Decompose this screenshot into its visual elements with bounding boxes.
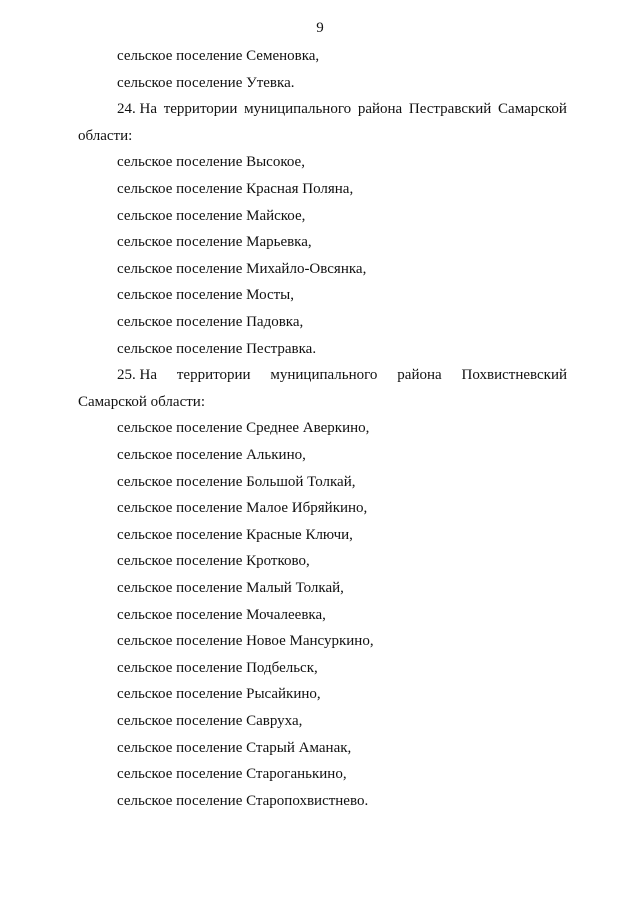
heading-word: муниципального [244, 101, 352, 117]
settlement-line: сельское поселение Малое Ибряйкино, [117, 500, 368, 516]
heading-word: района [357, 101, 403, 117]
settlement-line: сельское поселение Новое Мансуркино, [117, 633, 374, 649]
item-heading-line [117, 100, 567, 118]
settlement-line: сельское поселение Падовка, [117, 314, 304, 330]
settlement-line: сельское поселение Марьевка, [117, 234, 312, 250]
item-heading-line [117, 366, 567, 384]
heading-word: территории [176, 367, 251, 383]
settlement-line: сельское поселение Староганькино, [117, 766, 347, 782]
settlement-line: сельское поселение Кротково, [117, 553, 310, 569]
item-heading-continuation: области: [78, 128, 133, 144]
item-heading-continuation: Самарской области: [78, 394, 205, 410]
settlement-line: сельское поселение Старопохвистнево. [117, 793, 369, 809]
heading-word: района [397, 367, 442, 383]
settlement-line: сельское поселение Красная Поляна, [117, 181, 354, 197]
settlement-line: сельское поселение Подбельск, [117, 660, 318, 676]
settlement-line: сельское поселение Утевка. [117, 75, 295, 91]
settlement-line: сельское поселение Алькино, [117, 447, 306, 463]
settlement-line: сельское поселение Савруха, [117, 713, 303, 729]
heading-word: Пестравский [408, 101, 492, 117]
settlement-line: сельское поселение Большой Толкай, [117, 474, 356, 490]
settlement-line: сельское поселение Пестравка. [117, 341, 317, 357]
settlement-line: сельское поселение Малый Толкай, [117, 580, 344, 596]
heading-word: Похвистневский [461, 367, 567, 383]
settlement-line: сельское поселение Среднее Аверкино, [117, 420, 370, 436]
heading-word: 24. На [117, 101, 157, 117]
settlement-line: сельское поселение Мочалеевка, [117, 607, 326, 623]
settlement-line: сельское поселение Майское, [117, 208, 306, 224]
heading-word: 25. На [117, 367, 157, 383]
heading-word: муниципального [270, 367, 378, 383]
settlement-line: сельское поселение Михайло-Овсянка, [117, 261, 367, 277]
settlement-line: сельское поселение Семеновка, [117, 48, 320, 64]
settlement-line: сельское поселение Красные Ключи, [117, 527, 353, 543]
heading-word: территории [163, 101, 238, 117]
settlement-line: сельское поселение Старый Аманак, [117, 740, 352, 756]
heading-word: Самарской [498, 101, 567, 117]
settlement-line: сельское поселение Рысайкино, [117, 686, 321, 702]
settlement-line: сельское поселение Мосты, [117, 287, 294, 303]
settlement-line: сельское поселение Высокое, [117, 154, 305, 170]
page-number: 9 [316, 20, 324, 36]
